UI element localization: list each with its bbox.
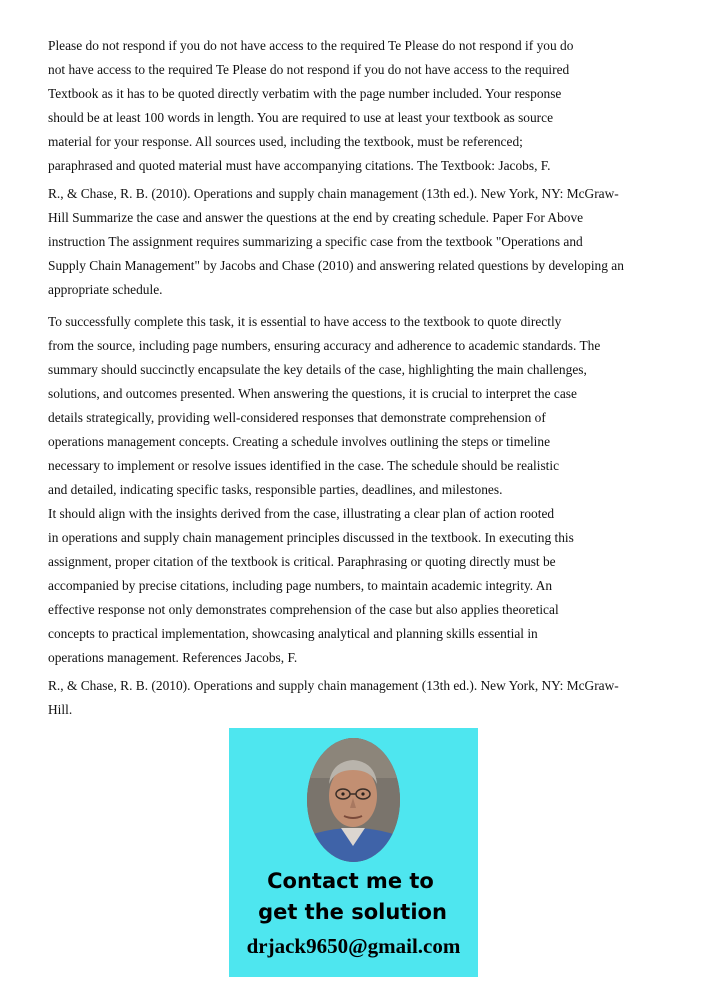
paragraph-3: [48, 310, 668, 502]
text-line: necessary to implement or resolve issues identified in the case. The schedule should be realistic: [48, 458, 560, 473]
contact-heading-line-2: get the solution: [258, 900, 447, 924]
text-line: It should align with the insights derived from the case, illustrating a clear plan of action rooted: [48, 506, 555, 521]
person-portrait: [307, 738, 400, 862]
text-line: To successfully complete this task, it is essential to have access to the textbook to quote directly: [48, 314, 562, 329]
paragraph-1: [48, 34, 668, 178]
text-line: concepts to practical implementation, showcasing analytical and planning skills essential in: [48, 626, 538, 641]
text-line: Hill Summarize the case and answer the questions at the end by creating schedule. Paper For Above: [48, 210, 584, 225]
text-line: solutions, and outcomes presented. When answering the questions, it is crucial to interpret the case: [48, 386, 577, 401]
text-line: Supply Chain Management" by Jacobs and Chase (2010) and answering related questions by developing an: [48, 258, 624, 273]
contact-heading-line-1: Contact me to: [267, 869, 434, 893]
text-line: not have access to the required Te Please do not respond if you do not have access to the required: [48, 62, 570, 77]
text-line: paraphrased and quoted material must have accompanying citations. The Textbook: Jacobs, F.: [48, 158, 551, 173]
text-line: Textbook as it has to be quoted directly verbatim with the page number included. Your response: [48, 86, 562, 101]
text-line: accompanied by precise citations, including page numbers, to maintain academic integrity. An: [48, 578, 553, 593]
text-line: R., & Chase, R. B. (2010). Operations and supply chain management (13th ed.). New York, NY: McGraw-: [48, 186, 619, 201]
paragraph-5: [48, 674, 668, 722]
text-line: summary should succinctly encapsulate the key details of the case, highlighting the main challenges,: [48, 362, 587, 377]
text-line: Hill.: [48, 702, 73, 717]
contact-advertisement: [229, 728, 478, 977]
paragraph-4: [48, 502, 668, 670]
text-line: instruction The assignment requires summarizing a specific case from the textbook "Operations and: [48, 234, 583, 249]
text-line: operations management concepts. Creating a schedule involves outlining the steps or timeline: [48, 434, 551, 449]
text-line: material for your response. All sources used, including the textbook, must be referenced;: [48, 134, 523, 149]
text-line: operations management. References Jacobs, F.: [48, 650, 298, 665]
text-line: assignment, proper citation of the textbook is critical. Paraphrasing or quoting directly must be: [48, 554, 556, 569]
text-line: in operations and supply chain management principles discussed in the textbook. In executing this: [48, 530, 574, 545]
text-line: effective response not only demonstrates comprehension of the case but also applies theoretical: [48, 602, 559, 617]
text-line: appropriate schedule.: [48, 282, 163, 297]
text-line: Please do not respond if you do not have access to the required Te Please do not respond if you do: [48, 38, 574, 53]
text-line: from the source, including page numbers, ensuring accuracy and adherence to academic standards. The: [48, 338, 601, 353]
text-line: and detailed, indicating specific tasks, responsible parties, deadlines, and milestones.: [48, 482, 503, 497]
paragraph-2: [48, 182, 668, 302]
text-line: details strategically, providing well-considered responses that demonstrate comprehension of: [48, 410, 546, 425]
person-portrait-graphic: [307, 738, 400, 862]
text-line: R., & Chase, R. B. (2010). Operations and supply chain management (13th ed.). New York, NY: McGraw-: [48, 678, 619, 693]
contact-email: drjack9650@gmail.com: [246, 934, 461, 958]
text-line: should be at least 100 words in length. You are required to use at least your textbook as source: [48, 110, 554, 125]
